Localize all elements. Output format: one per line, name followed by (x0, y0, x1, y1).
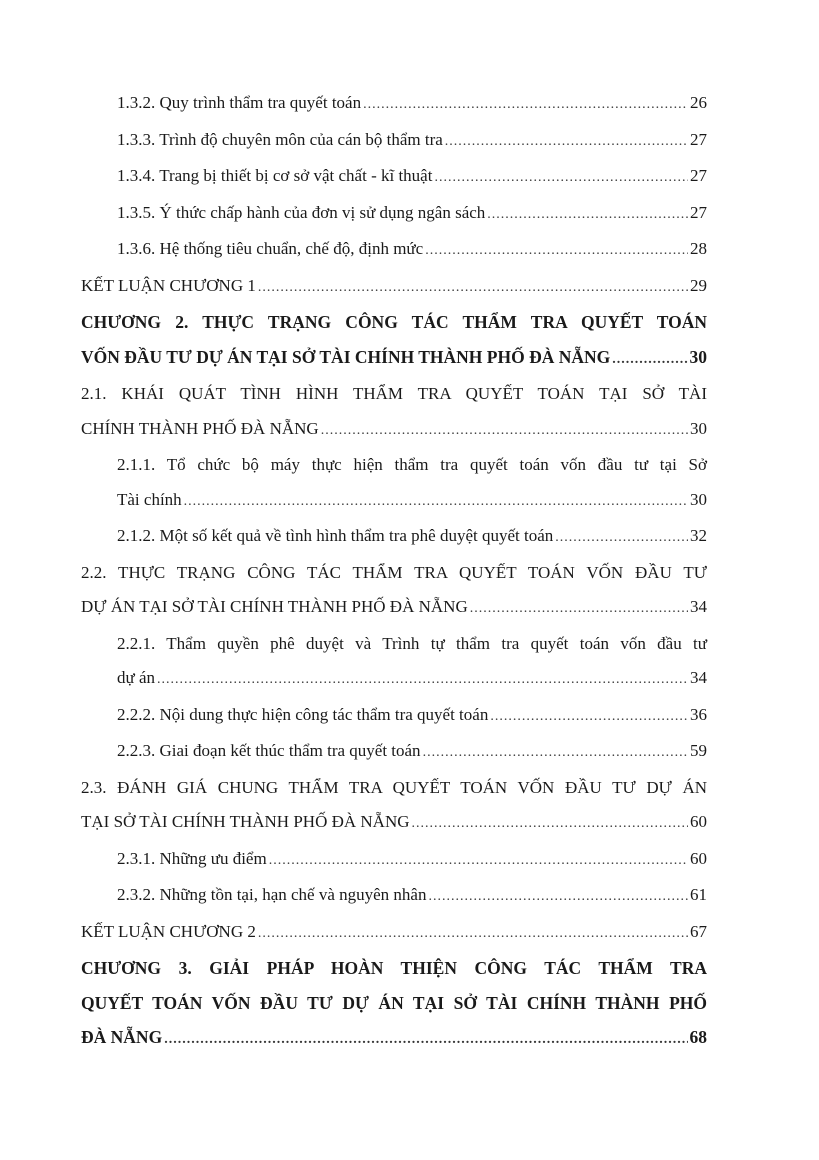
leader-dots (321, 414, 688, 449)
toc-entry-chapter-conclusion[interactable] (81, 915, 707, 952)
toc-entry-title: 1.3.6. Hệ thống tiêu chuẩn, chế độ, định mức (117, 239, 424, 258)
toc-entry-title-line: CHÍNH THÀNH PHỐ ĐÀ NẴNG (81, 418, 319, 438)
toc-page-number: 34 (690, 597, 707, 616)
toc-entry-title: 2.3.2. Những tồn tại, hạn chế và nguyên nhân (117, 885, 427, 904)
leader-dots (428, 880, 688, 915)
leader-dots (258, 271, 688, 306)
toc-entry-title-line: VỐN ĐẦU TƯ DỰ ÁN TẠI SỞ TÀI CHÍNH THÀNH PHỐ ĐÀ NẴNG (81, 346, 611, 367)
toc-entry-chapter[interactable] (81, 951, 707, 1058)
toc-page-number: 30 (690, 489, 707, 509)
toc-entry-chapter-conclusion[interactable] (81, 269, 707, 306)
toc-entry-title: 2.3.1. Những ưu điểm (117, 848, 267, 868)
toc-entry-chapter[interactable] (81, 305, 707, 377)
toc-page-number: 67 (690, 921, 707, 941)
toc-entry[interactable] (81, 196, 707, 233)
toc-entry-section[interactable] (81, 771, 707, 842)
leader-dots (445, 125, 688, 160)
toc-entry-title-line: QUYẾT TOÁN VỐN ĐẦU TƯ DỰ ÁN TẠI SỞ TÀI CHÍNH THÀNH PHỐ (81, 992, 707, 1013)
toc-entry-section[interactable] (81, 377, 707, 448)
toc-entry-title-line: 2.2. THỰC TRẠNG CÔNG TÁC THẨM TRA QUYẾT TOÁN VỐN ĐẦU TƯ (81, 562, 707, 582)
toc-entry-title: 2.1.2. Một số kết quả về tình hình thẩm tra phê duyệt quyết toán (117, 526, 554, 545)
toc-entry[interactable] (81, 123, 707, 160)
toc-entry[interactable] (81, 519, 707, 556)
leader-dots (425, 234, 688, 269)
toc-page-number: 26 (690, 93, 707, 112)
toc-page-number: 32 (690, 526, 707, 545)
toc-entry-title: 1.3.4. Trang bị thiết bị cơ sở vật chất - kĩ thuật (117, 166, 433, 185)
toc-entry-title-line: 2.1. KHÁI QUÁT TÌNH HÌNH THẨM TRA QUYẾT TOÁN TẠI SỞ TÀI (81, 384, 707, 403)
toc-entry[interactable] (81, 86, 707, 123)
toc-entry[interactable] (81, 698, 707, 735)
toc-entry[interactable] (81, 878, 707, 915)
toc-entry-title-line: CHƯƠNG 2. THỰC TRẠNG CÔNG TÁC THẨM TRA QUYẾT TOÁN (81, 312, 707, 332)
leader-dots (470, 592, 688, 627)
toc-page-number: 68 (689, 1027, 707, 1047)
toc-entry-title-line: 2.2.1. Thẩm quyền phê duyệt và Trình tự thẩm tra quyết toán vốn đầu tư (117, 633, 707, 653)
leader-dots (412, 807, 688, 842)
leader-dots (612, 343, 687, 378)
toc-page-number: 60 (690, 812, 707, 831)
leader-dots (423, 736, 688, 771)
toc-entry-title-line: Tài chính (117, 489, 182, 509)
toc-entry-title: KẾT LUẬN CHƯƠNG 1 (81, 275, 256, 295)
toc-page-number: 34 (690, 668, 707, 687)
toc-page-number: 30 (689, 346, 707, 367)
toc-entry-title: 1.3.2. Quy trình thẩm tra quyết toán (117, 93, 362, 112)
leader-dots (490, 700, 688, 735)
toc-page-number: 29 (690, 275, 707, 295)
toc-entry-title-line: 2.1.1. Tổ chức bộ máy thực hiện thẩm tra quyết toán vốn đầu tư tại Sở (117, 455, 707, 474)
table-of-contents (81, 86, 707, 1058)
toc-entry-title-line: DỰ ÁN TẠI SỞ TÀI CHÍNH THÀNH PHỐ ĐÀ NẴNG (81, 597, 468, 616)
toc-entry-title: 2.2.2. Nội dung thực hiện công tác thẩm tra quyết toán (117, 704, 489, 724)
toc-entry-title: 1.3.3. Trình độ chuyên môn của cán bộ thẩm tra (117, 129, 443, 149)
toc-entry-title: KẾT LUẬN CHƯƠNG 2 (81, 921, 256, 941)
toc-page-number: 27 (690, 129, 707, 149)
leader-dots (363, 88, 688, 123)
toc-page-number: 30 (690, 418, 707, 438)
toc-entry-title-line: dự án (117, 668, 156, 687)
toc-entry-title-line: 2.3. ĐÁNH GIÁ CHUNG THẨM TRA QUYẾT TOÁN VỐN ĐẦU TƯ DỰ ÁN (81, 777, 707, 797)
toc-entry[interactable] (81, 159, 707, 196)
toc-page-number: 60 (690, 848, 707, 868)
leader-dots (487, 198, 688, 233)
toc-entry[interactable] (81, 842, 707, 879)
toc-page-number: 61 (690, 885, 707, 904)
toc-entry[interactable] (81, 448, 707, 519)
toc-page-number: 28 (690, 239, 707, 258)
toc-entry-title-line: ĐÀ NẴNG (81, 1027, 163, 1047)
toc-entry-title-line: CHƯƠNG 3. GIẢI PHÁP HOÀN THIỆN CÔNG TÁC THẨM TRA (81, 958, 707, 978)
toc-entry-title: 2.2.3. Giai đoạn kết thúc thẩm tra quyết toán (117, 741, 421, 760)
toc-entry[interactable] (81, 734, 707, 771)
toc-entry[interactable] (81, 627, 707, 698)
leader-dots (555, 521, 688, 556)
toc-page-number: 36 (690, 704, 707, 724)
leader-dots (434, 161, 688, 196)
toc-entry-section[interactable] (81, 556, 707, 627)
toc-page-number: 27 (690, 166, 707, 185)
toc-entry-title: 1.3.5. Ý thức chấp hành của đơn vị sử dụng ngân sách (117, 202, 486, 222)
leader-dots (258, 917, 688, 952)
leader-dots (157, 663, 688, 698)
toc-entry[interactable] (81, 232, 707, 269)
toc-page-number: 27 (690, 202, 707, 222)
toc-page-number: 59 (690, 741, 707, 760)
leader-dots (164, 1023, 687, 1058)
leader-dots (269, 844, 688, 879)
toc-entry-title-line: TẠI SỞ TÀI CHÍNH THÀNH PHỐ ĐÀ NẴNG (81, 812, 410, 831)
leader-dots (184, 485, 688, 520)
